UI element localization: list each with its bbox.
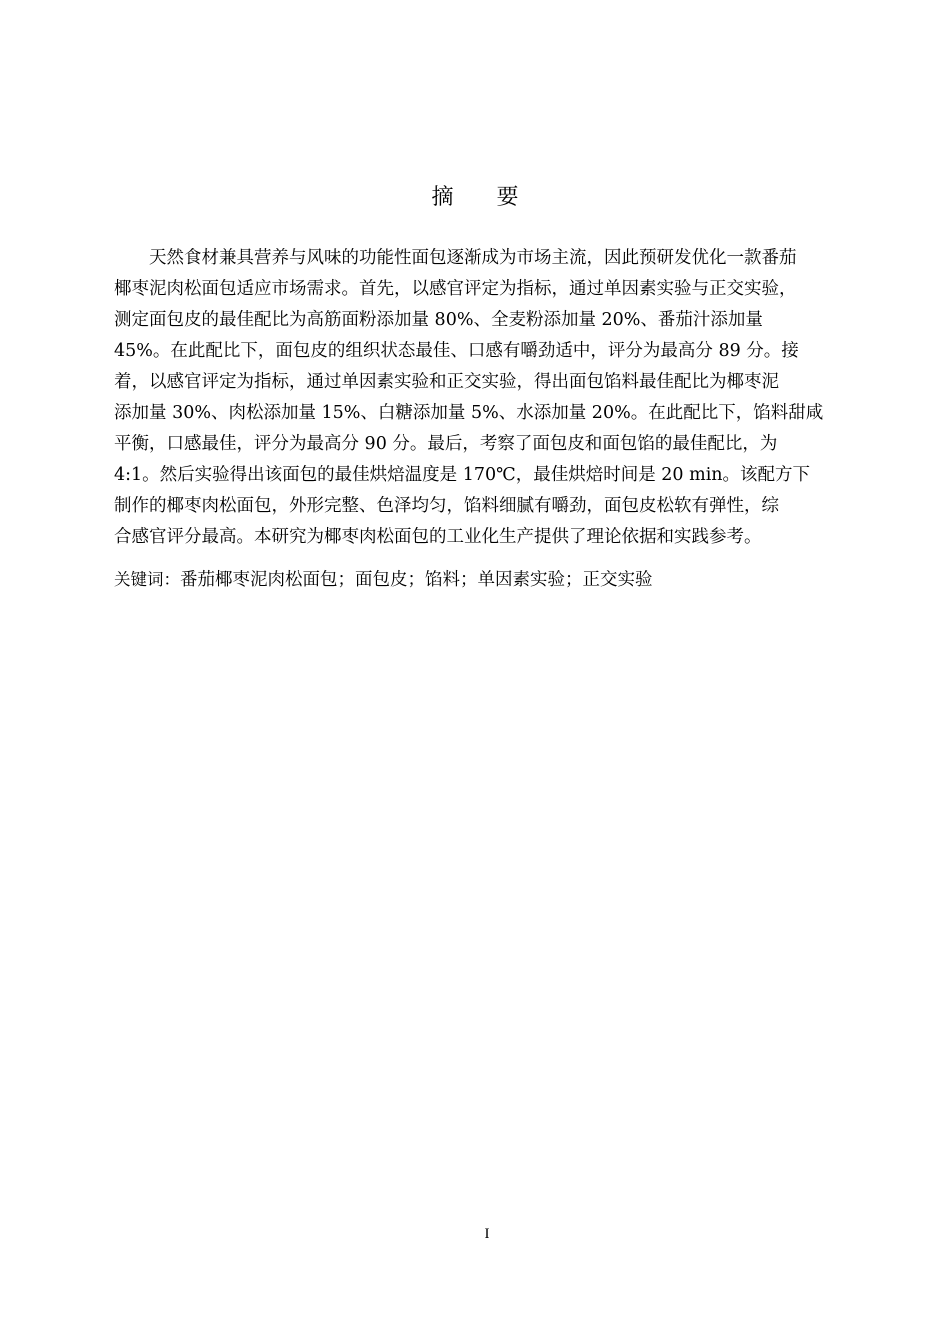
- abstract-line: 天然食材兼具营养与风味的功能性面包逐渐成为市场主流，因此预研发优化一款番茄: [149, 248, 797, 268]
- keywords-text: 番茄椰枣泥肉松面包；面包皮；馅料；单因素实验；正交实验: [180, 570, 653, 590]
- keywords-label: 关键词：: [114, 570, 180, 589]
- keywords: [114, 564, 653, 596]
- page-number: I: [484, 1226, 490, 1242]
- abstract-line: 4:1。然后实验得出该面包的最佳烘焙温度是 170℃，最佳烘焙时间是 20 min。该配方下: [114, 465, 811, 485]
- abstract-line: 45%。在此配比下，面包皮的组织状态最佳、口感有嚼劲适中，评分为最高分 89 分。接: [114, 341, 799, 361]
- page-title: 摘 要: [431, 185, 537, 210]
- abstract-line: 着，以感官评定为指标，通过单因素实验和正交实验，得出面包馅料最佳配比为椰枣泥: [114, 372, 779, 392]
- abstract-body: [114, 243, 856, 553]
- abstract-line: 制作的椰枣肉松面包，外形完整、色泽均匀，馅料细腻有嚼劲，面包皮松软有弹性，综: [114, 496, 779, 516]
- abstract-line: 测定面包皮的最佳配比为高筋面粉添加量 80%、全麦粉添加量 20%、番茄汁添加量: [114, 310, 763, 330]
- abstract-line: 合感官评分最高。本研究为椰枣肉松面包的工业化生产提供了理论依据和实践参考。: [114, 527, 762, 547]
- abstract-line: 椰枣泥肉松面包适应市场需求。首先，以感官评定为指标，通过单因素实验与正交实验，: [114, 279, 797, 299]
- abstract-line: 平衡，口感最佳，评分为最高分 90 分。最后，考察了面包皮和面包馅的最佳配比，为: [114, 434, 778, 454]
- abstract-line: 添加量 30%、肉松添加量 15%、白糖添加量 5%、水添加量 20%。在此配比下，馅料甜咸: [114, 403, 824, 423]
